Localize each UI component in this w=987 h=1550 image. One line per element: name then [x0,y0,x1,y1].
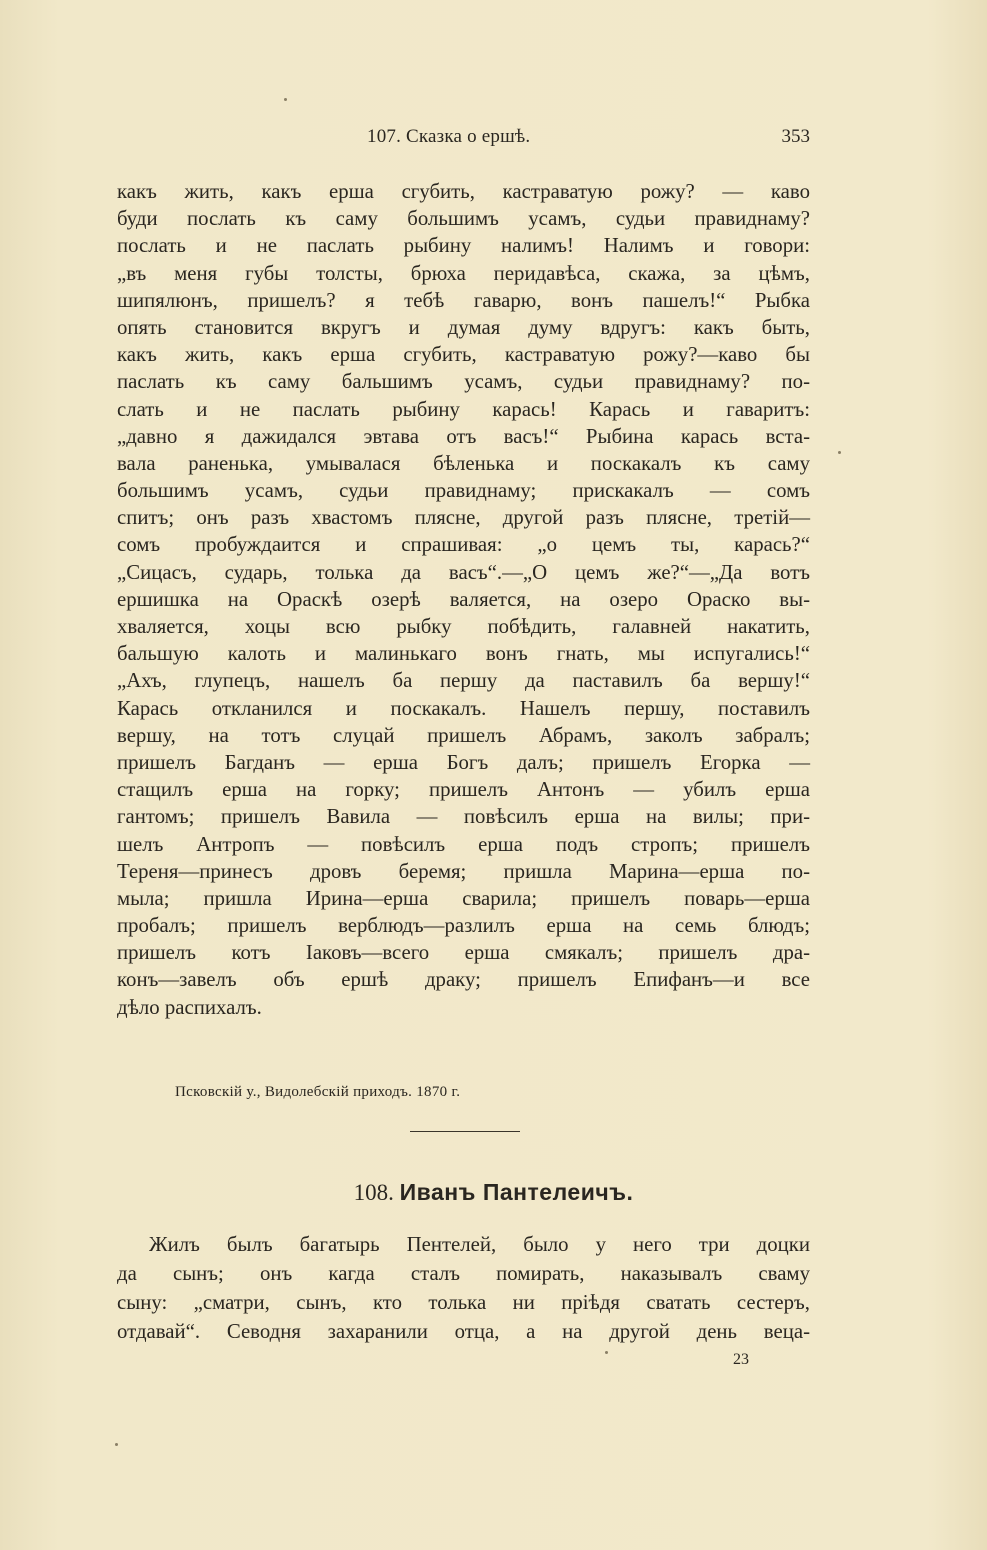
section-divider [410,1131,520,1132]
text-line: отдавай“. Севодня захаранили отца, а на другой день веца- [117,1320,810,1343]
text-line: ершишка на Ораскѣ озерѣ валяется, на озеро Ораско вы- [117,587,810,611]
section-heading [0,1179,987,1206]
text-line: большимъ усамъ, судьи правиднаму; прискакалъ — сомъ [117,479,810,503]
text-line: пришелъ котъ Іаковъ—всего ерша смякалъ; пришелъ дра- [117,941,810,965]
text-line: пришелъ Багданъ — ерша Богъ далъ; пришелъ Егорка — [117,750,810,774]
text-line: „Ахъ, глупецъ, нашелъ ба першу да паставилъ ба вершу!“ [117,669,810,693]
text-line: бальшую калоть и малинькаго вонъ гнать, мы испугались!“ [117,642,810,666]
text-line: да сынъ; онъ кагда сталъ помирать, наказывалъ сваму [117,1262,810,1285]
signature-mark: 23 [733,1351,749,1368]
text-line: опять становится вкругъ и думая думу вдругъ: какъ быть, [117,315,810,339]
text-line: „Сицасъ, сударь, толька да васъ“.—„О цемъ же?“—„Да вотъ [117,560,810,584]
text-line: Жилъ былъ багатырь Пентелей, было у него три доцки [149,1233,810,1256]
text-line: сыну: „сматри, сынъ, кто толька ни пріѣдя сватать сестеръ, [117,1291,810,1314]
text-line: Тереня—принесъ дровъ беремя; пришла Марина—ерша по- [117,859,810,883]
running-header [117,126,810,156]
page-number: 353 [781,126,810,147]
paper-speck [115,1443,118,1446]
text-line: мыла; пришла Ирина—ерша сварила; пришелъ поварь—ерша [117,886,810,910]
story-107-text [117,178,810,1021]
source-note: Псковскій у., Видолебскій приходъ. 1870 г. [175,1084,461,1100]
text-line: „въ меня губы толсты, брюха перидавѣса, скажа, за цѣмъ, [117,261,810,285]
text-line: вала раненька, умывалася бѣленька и поскакалъ къ саму [117,451,810,475]
running-title: 107. Сказка о ершѣ. [367,126,531,147]
text-line: Карась откланился и поскакалъ. Нашелъ першу, поставилъ [117,696,810,720]
text-line: спитъ; онъ разъ хвастомъ плясне, другой разъ плясне, третій— [117,506,810,530]
text-line: пробалъ; пришелъ верблюдъ—разлилъ ерша на семь блюдъ; [117,914,810,938]
text-line: паслать къ саму бальшимъ усамъ, судьи правиднаму? по- [117,370,810,394]
paper-speck [838,451,841,454]
text-line: какъ жить, какъ ерша сгубить, кастраватую рожу?—каво бы [117,343,810,367]
section-title: Иванъ Пантелеичъ. [399,1179,634,1205]
section-number: 108. [353,1180,394,1205]
text-line: какъ жить, какъ ерша сгубить, кастраватую рожу? — каво [117,180,810,203]
text-line: дѣло распихалъ. [117,995,262,1019]
text-line: буди послать къ саму большимъ усамъ, судьи правиднаму? [117,207,810,231]
text-line: слать и не паслать рыбину карась! Карась и гаваритъ: [117,397,810,421]
text-line: сомъ пробуждаится и спрашивая: „о цемъ ты, карась?“ [117,533,810,557]
text-line: шелъ Антропъ — повѣсилъ ерша подъ стропъ; пришелъ [117,832,810,856]
text-line: „давно я дажидался эвтава отъ васъ!“ Рыбина карась вста- [117,424,810,448]
paper-speck [284,98,287,101]
text-line: гантомъ; пришелъ Вавила — повѣсилъ ерша на вилы; при- [117,805,810,829]
text-line: стащилъ ерша на горку; пришелъ Антонъ — убилъ ерша [117,778,810,802]
story-108-text [117,1230,810,1346]
text-line: вершу, на тотъ слуцай пришелъ Абрамъ, заколъ забралъ; [117,723,810,747]
text-line: хваляется, хоцы всю рыбку побѣдить, галавней накатить, [117,615,810,638]
text-line: конъ—завелъ объ ершѣ драку; пришелъ Епифанъ—и все [117,968,810,992]
text-line: шипялюнъ, пришелъ? я тебѣ гаварю, вонъ пашелъ!“ Рыбка [117,288,810,312]
paper-speck [605,1351,608,1354]
text-line: послать и не паслать рыбину налимъ! Налимъ и говори: [117,234,810,258]
